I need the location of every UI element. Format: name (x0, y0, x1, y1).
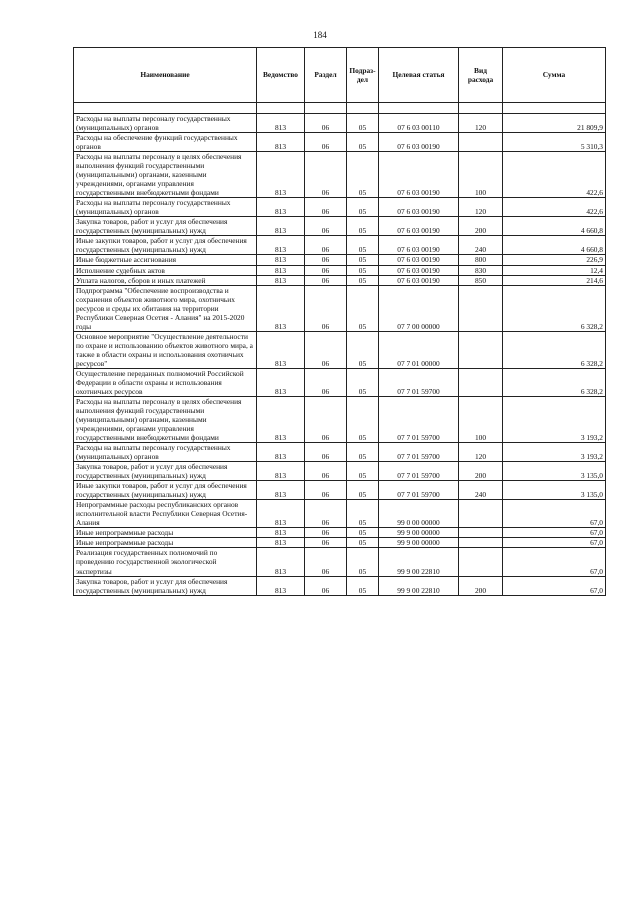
row-department: 813 (257, 285, 305, 331)
row-department: 813 (257, 538, 305, 548)
row-name: Иные закупки товаров, работ и услуг для обеспечения государственных (муниципальных) нужд (74, 236, 257, 255)
row-department: 813 (257, 462, 305, 481)
row-target-article: 99 0 00 00000 (379, 500, 459, 528)
row-name: Расходы на обеспечение функций государственных органов (74, 133, 257, 152)
row-section: 06 (305, 236, 347, 255)
row-section: 06 (305, 462, 347, 481)
row-subsection: 05 (347, 285, 379, 331)
row-expense-type (459, 500, 503, 528)
row-name: Иные закупки товаров, работ и услуг для обеспечения государственных (муниципальных) нужд (74, 481, 257, 500)
row-expense-type: 120 (459, 198, 503, 217)
row-name: Подпрограмма "Обеспечение воспроизводства и сохранения объектов животного мира, охотничьих ресурсов и среды их обитания на территории Республики Северная Осетия - Алания" на 2015-2020 годы (74, 285, 257, 331)
row-expense-type: 240 (459, 236, 503, 255)
row-subsection: 05 (347, 500, 379, 528)
row-section: 06 (305, 275, 347, 285)
table-row (74, 217, 606, 236)
row-amount: 6 328,2 (503, 285, 606, 331)
row-expense-type: 200 (459, 462, 503, 481)
header-target-article: Целевая статья (379, 48, 459, 103)
row-department: 813 (257, 548, 305, 576)
row-expense-type: 120 (459, 114, 503, 133)
row-expense-type (459, 133, 503, 152)
row-subsection: 05 (347, 236, 379, 255)
row-expense-type: 100 (459, 152, 503, 198)
header-department: Ведомство (257, 48, 305, 103)
row-amount: 67,0 (503, 528, 606, 538)
row-amount: 4 660,8 (503, 236, 606, 255)
row-name: Расходы на выплаты персоналу в целях обеспечения выполнения функций государственными (муниципальными) органами, казенными учреждениями, органами управления государственными внебюджетными фондами (74, 396, 257, 442)
row-expense-type (459, 538, 503, 548)
row-amount: 67,0 (503, 538, 606, 548)
header-amount: Сумма (503, 48, 606, 103)
row-department: 813 (257, 500, 305, 528)
budget-table (73, 47, 606, 596)
row-subsection: 05 (347, 275, 379, 285)
row-expense-type (459, 368, 503, 396)
row-amount: 422,6 (503, 152, 606, 198)
row-expense-type: 120 (459, 443, 503, 462)
row-target-article: 07 7 01 59700 (379, 396, 459, 442)
row-target-article: 07 7 01 59700 (379, 443, 459, 462)
row-section: 06 (305, 576, 347, 595)
row-section: 06 (305, 198, 347, 217)
row-amount: 3 193,2 (503, 443, 606, 462)
row-expense-type: 100 (459, 396, 503, 442)
table-row (74, 528, 606, 538)
row-subsection: 05 (347, 548, 379, 576)
row-target-article: 07 6 03 00110 (379, 114, 459, 133)
table-row (74, 576, 606, 595)
row-department: 813 (257, 265, 305, 275)
row-department: 813 (257, 133, 305, 152)
row-amount: 3 135,0 (503, 462, 606, 481)
row-section: 06 (305, 265, 347, 275)
row-amount: 67,0 (503, 548, 606, 576)
row-subsection: 05 (347, 198, 379, 217)
row-target-article: 07 7 01 59700 (379, 481, 459, 500)
table-row (74, 500, 606, 528)
row-name: Иные непрограммные расходы (74, 538, 257, 548)
row-target-article: 07 6 03 00190 (379, 265, 459, 275)
row-name: Реализация государственных полномочий по проведению государственной экологической экспертизы (74, 548, 257, 576)
row-target-article: 07 6 03 00190 (379, 275, 459, 285)
row-department: 813 (257, 576, 305, 595)
row-expense-type (459, 285, 503, 331)
row-expense-type (459, 548, 503, 576)
row-target-article: 99 9 00 00000 (379, 528, 459, 538)
row-target-article: 07 7 01 59700 (379, 368, 459, 396)
row-section: 06 (305, 396, 347, 442)
row-expense-type: 240 (459, 481, 503, 500)
row-name: Расходы на выплаты персоналу государственных (муниципальных) органов (74, 443, 257, 462)
row-name: Осуществление переданных полномочий Российской Федерации в области охраны и использования охотничьих ресурсов (74, 368, 257, 396)
row-name: Расходы на выплаты персоналу государственных (муниципальных) органов (74, 114, 257, 133)
row-expense-type: 200 (459, 576, 503, 595)
table-row (74, 198, 606, 217)
row-amount: 5 310,3 (503, 133, 606, 152)
row-name: Иные непрограммные расходы (74, 528, 257, 538)
row-expense-type (459, 528, 503, 538)
row-target-article: 07 6 03 00190 (379, 152, 459, 198)
table-row (74, 548, 606, 576)
row-subsection: 05 (347, 396, 379, 442)
table-row (74, 443, 606, 462)
row-expense-type: 800 (459, 255, 503, 265)
row-department: 813 (257, 443, 305, 462)
row-amount: 21 809,9 (503, 114, 606, 133)
row-name: Закупка товаров, работ и услуг для обеспечения государственных (муниципальных) нужд (74, 462, 257, 481)
row-name: Уплата налогов, сборов и иных платежей (74, 275, 257, 285)
row-subsection: 05 (347, 133, 379, 152)
row-target-article: 99 9 00 00000 (379, 538, 459, 548)
row-subsection: 05 (347, 462, 379, 481)
row-target-article: 07 6 03 00190 (379, 198, 459, 217)
row-department: 813 (257, 331, 305, 368)
table-row (74, 331, 606, 368)
row-target-article: 07 7 00 00000 (379, 285, 459, 331)
row-department: 813 (257, 481, 305, 500)
row-amount: 4 660,8 (503, 217, 606, 236)
table-row (74, 255, 606, 265)
row-department: 813 (257, 368, 305, 396)
row-expense-type: 850 (459, 275, 503, 285)
row-subsection: 05 (347, 443, 379, 462)
row-target-article: 07 6 03 00190 (379, 255, 459, 265)
table-row (74, 236, 606, 255)
row-department: 813 (257, 528, 305, 538)
table-row (74, 133, 606, 152)
row-amount: 6 328,2 (503, 331, 606, 368)
row-subsection: 05 (347, 331, 379, 368)
row-target-article: 07 6 03 00190 (379, 217, 459, 236)
row-department: 813 (257, 114, 305, 133)
table-row (74, 368, 606, 396)
row-expense-type: 830 (459, 265, 503, 275)
row-name: Основное мероприятие "Осуществление деятельности по охране и использованию объектов животного мира, а также в области охраны и использования охотничьих ресурсов" (74, 331, 257, 368)
row-department: 813 (257, 198, 305, 217)
row-department: 813 (257, 236, 305, 255)
header-name: Наименование (74, 48, 257, 103)
row-amount: 422,6 (503, 198, 606, 217)
row-section: 06 (305, 217, 347, 236)
row-department: 813 (257, 275, 305, 285)
row-expense-type (459, 331, 503, 368)
row-target-article: 07 7 01 00000 (379, 331, 459, 368)
row-section: 06 (305, 331, 347, 368)
row-section: 06 (305, 152, 347, 198)
row-subsection: 05 (347, 217, 379, 236)
row-amount: 67,0 (503, 576, 606, 595)
row-subsection: 05 (347, 528, 379, 538)
row-subsection: 05 (347, 481, 379, 500)
row-department: 813 (257, 255, 305, 265)
row-subsection: 05 (347, 538, 379, 548)
row-target-article: 99 9 00 22810 (379, 548, 459, 576)
row-subsection: 05 (347, 265, 379, 275)
row-department: 813 (257, 396, 305, 442)
row-amount: 3 135,0 (503, 481, 606, 500)
header-expense-type: Вид расхода (459, 48, 503, 103)
table-row (74, 538, 606, 548)
row-section: 06 (305, 443, 347, 462)
row-name: Закупка товаров, работ и услуг для обеспечения государственных (муниципальных) нужд (74, 217, 257, 236)
table-row (74, 285, 606, 331)
table-row (74, 481, 606, 500)
row-name: Расходы на выплаты персоналу государственных (муниципальных) органов (74, 198, 257, 217)
row-expense-type: 200 (459, 217, 503, 236)
row-amount: 67,0 (503, 500, 606, 528)
row-name: Непрограммные расходы республиканских органов исполнительной власти Республики Северная Осетия-Алания (74, 500, 257, 528)
table-row (74, 152, 606, 198)
row-subsection: 05 (347, 368, 379, 396)
row-target-article: 07 6 03 00190 (379, 236, 459, 255)
row-name: Расходы на выплаты персоналу в целях обеспечения выполнения функций государственными (муниципальными) органами, казенными учреждениями, органами управления государственными внебюджетными фондами (74, 152, 257, 198)
table-row (74, 114, 606, 133)
table-row (74, 275, 606, 285)
table-row (74, 396, 606, 442)
row-subsection: 05 (347, 152, 379, 198)
row-subsection: 05 (347, 255, 379, 265)
row-target-article: 07 6 03 00190 (379, 133, 459, 152)
header-subsection: Подраз-дел (347, 48, 379, 103)
table-row (74, 462, 606, 481)
row-section: 06 (305, 481, 347, 500)
row-section: 06 (305, 114, 347, 133)
row-subsection: 05 (347, 576, 379, 595)
row-section: 06 (305, 528, 347, 538)
header-section: Раздел (305, 48, 347, 103)
row-department: 813 (257, 152, 305, 198)
row-section: 06 (305, 500, 347, 528)
row-department: 813 (257, 217, 305, 236)
row-target-article: 07 7 01 59700 (379, 462, 459, 481)
row-section: 06 (305, 285, 347, 331)
table-row (74, 265, 606, 275)
row-amount: 214,6 (503, 275, 606, 285)
row-section: 06 (305, 368, 347, 396)
row-name: Закупка товаров, работ и услуг для обеспечения государственных (муниципальных) нужд (74, 576, 257, 595)
row-subsection: 05 (347, 114, 379, 133)
row-section: 06 (305, 133, 347, 152)
row-amount: 12,4 (503, 265, 606, 275)
table-header-row (74, 48, 606, 103)
row-section: 06 (305, 538, 347, 548)
row-section: 06 (305, 548, 347, 576)
row-name: Исполнение судебных актов (74, 265, 257, 275)
row-target-article: 99 9 00 22810 (379, 576, 459, 595)
row-amount: 3 193,2 (503, 396, 606, 442)
row-amount: 226,9 (503, 255, 606, 265)
row-amount: 6 328,2 (503, 368, 606, 396)
row-section: 06 (305, 255, 347, 265)
spacer-row (74, 103, 606, 114)
page-number: 184 (313, 30, 327, 40)
row-name: Иные бюджетные ассигнования (74, 255, 257, 265)
